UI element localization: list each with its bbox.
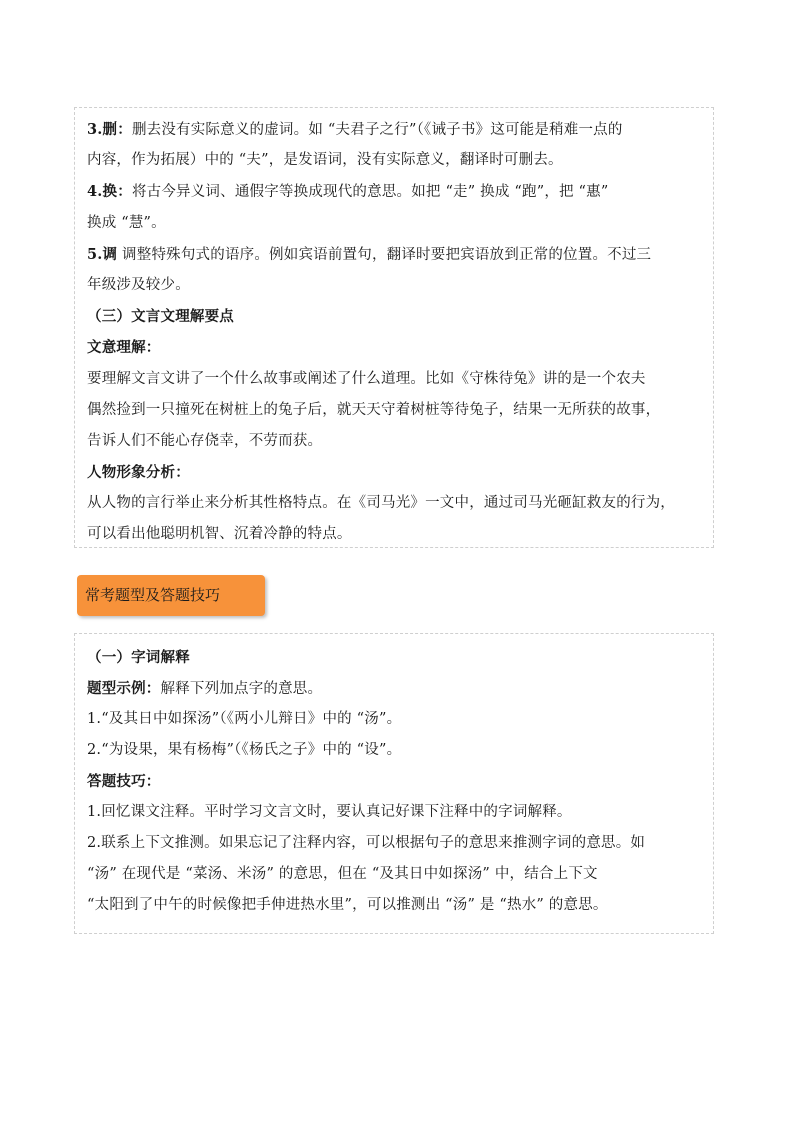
adjust-label: 5.调	[87, 245, 118, 263]
text-line: 换成 “慧”。	[87, 214, 166, 231]
tips-label: 答题技巧：	[87, 773, 161, 790]
replace-label: 4.换：	[87, 183, 132, 201]
question-types-box	[74, 633, 714, 934]
tip-item: “太阳到了中午的时候像把手伸进热水里”，可以推测出 “汤” 是 “热水” 的意思。	[87, 897, 608, 913]
replace-text: 将古今异义词、通假字等换成现代的意思。如把 “走” 换成 “跑”，把 “惠”	[131, 184, 609, 201]
example-text: 解释下列加点字的意思。	[160, 681, 323, 697]
text-line: 可以看出他聪明机智、沉着冷静的特点。	[87, 526, 352, 543]
text-line	[87, 176, 701, 207]
text-line: 要理解文言文讲了一个什么故事或阐述了什么道理。比如《守株待兔》讲的是一个农夫	[87, 370, 646, 387]
section-tag: 常考题型及答题技巧	[77, 575, 265, 616]
delete-label: 3.删：	[87, 121, 132, 138]
subheading-character: 人物形象分析：	[87, 464, 190, 482]
text-line: 年级涉及较少。	[87, 276, 190, 293]
text-line: 告诉人们不能心存侥幸，不劳而获。	[87, 432, 323, 449]
text-line: 内容，作为拓展）中的 “夫”，是发语词，没有实际意义，翻译时可删去。	[87, 152, 563, 169]
text-line	[87, 673, 701, 704]
tip-item: 2.联系上下文推测。如果忘记了注释内容，可以根据句子的意思来推测字词的意思。如	[87, 835, 646, 851]
question-item: 2.“为设果，果有杨梅”（《杨氏之子》中的 “设”。	[87, 742, 402, 758]
text-line	[87, 114, 701, 145]
subheading-meaning: 文意理解：	[87, 339, 161, 357]
question-item: 1.“及其日中如探汤”（《两小儿辩日》中的 “汤”。	[87, 711, 402, 727]
adjust-text: 调整特殊句式的语序。例如宾语前置句，翻译时要把宾语放到正常的位置。不过三	[117, 246, 652, 263]
tip-item: 1.回忆课文注释。平时学习文言文时，要认真记好课下注释中的字词解释。	[87, 804, 572, 820]
method-section-box	[74, 107, 714, 548]
text-line: 偶然捡到一只撞死在树桩上的兔子后，就天天守着树桩等待兔子，结果一无所获的故事，	[87, 401, 661, 418]
tip-item: “汤” 在现代是 “菜汤、米汤” 的意思，但在 “及其日中如探汤” 中，结合上下文	[87, 866, 598, 882]
delete-text: 删去没有实际意义的虚词。如 “夫君子之行”（《诫子书》这可能是稍难一点的	[131, 122, 623, 138]
text-line	[87, 239, 701, 270]
section-heading: （三）文言文理解要点	[87, 308, 234, 326]
text-line: 从人物的言行举止来分析其性格特点。在《司马光》一文中，通过司马光砸缸救友的行为，	[87, 495, 675, 512]
example-label: 题型示例：	[87, 680, 161, 697]
section-heading: （一）字词解释	[87, 649, 190, 666]
